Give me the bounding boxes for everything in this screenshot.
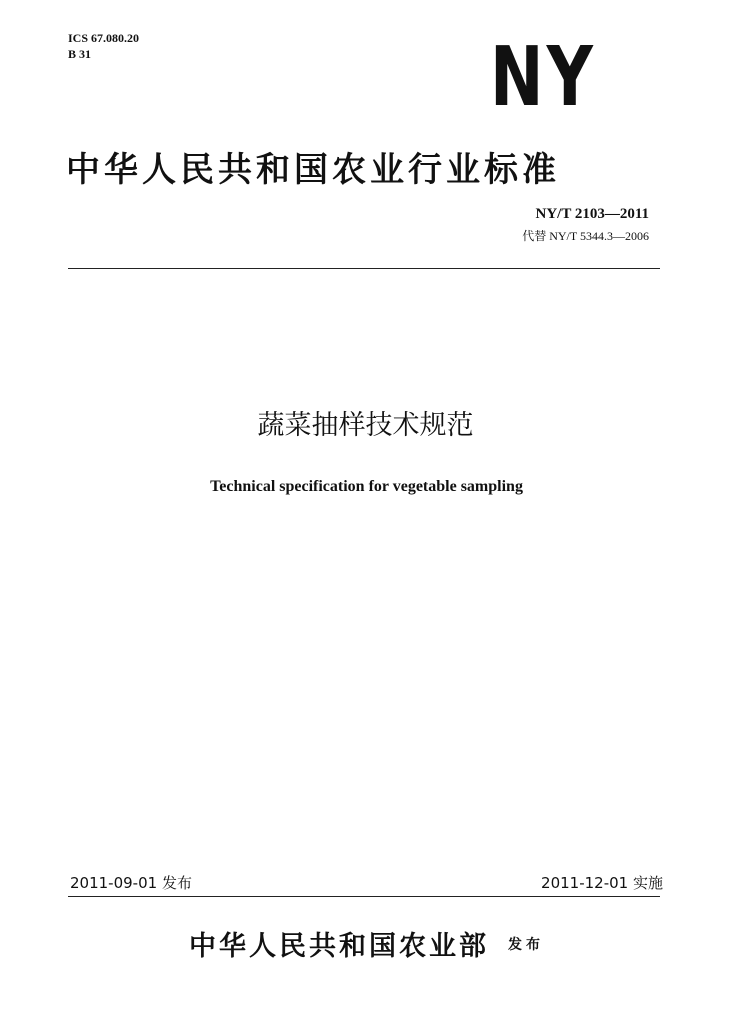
issue-date: 2011-09-01 发布 <box>70 874 192 892</box>
ny-logo: NY <box>490 30 597 125</box>
document-title-chinese <box>0 406 733 446</box>
bottom-divider <box>68 896 660 897</box>
publisher-suffix: 发布 <box>508 936 545 953</box>
publisher-organization: 中华人民共和国农业部 <box>188 931 489 962</box>
implementation-date: 2011-12-01 实施 <box>541 874 663 892</box>
document-title-english: Technical specification for vegetable sampling <box>210 478 523 495</box>
standard-number: NY/T 2103—2011 <box>535 206 649 222</box>
top-divider <box>68 268 660 269</box>
publisher-line <box>0 924 733 963</box>
replaces-standard: 代替 NY/T 5344.3—2006 <box>522 229 649 243</box>
classification-codes <box>68 30 139 62</box>
ics-code: ICS 67.080.20 <box>68 31 140 45</box>
ccs-code: B 31 <box>68 47 92 61</box>
title-chinese-text: 蔬菜抽样技术规范 <box>257 410 474 441</box>
industry-standard-title: 中华人民共和国农业行业标准 <box>66 150 560 190</box>
